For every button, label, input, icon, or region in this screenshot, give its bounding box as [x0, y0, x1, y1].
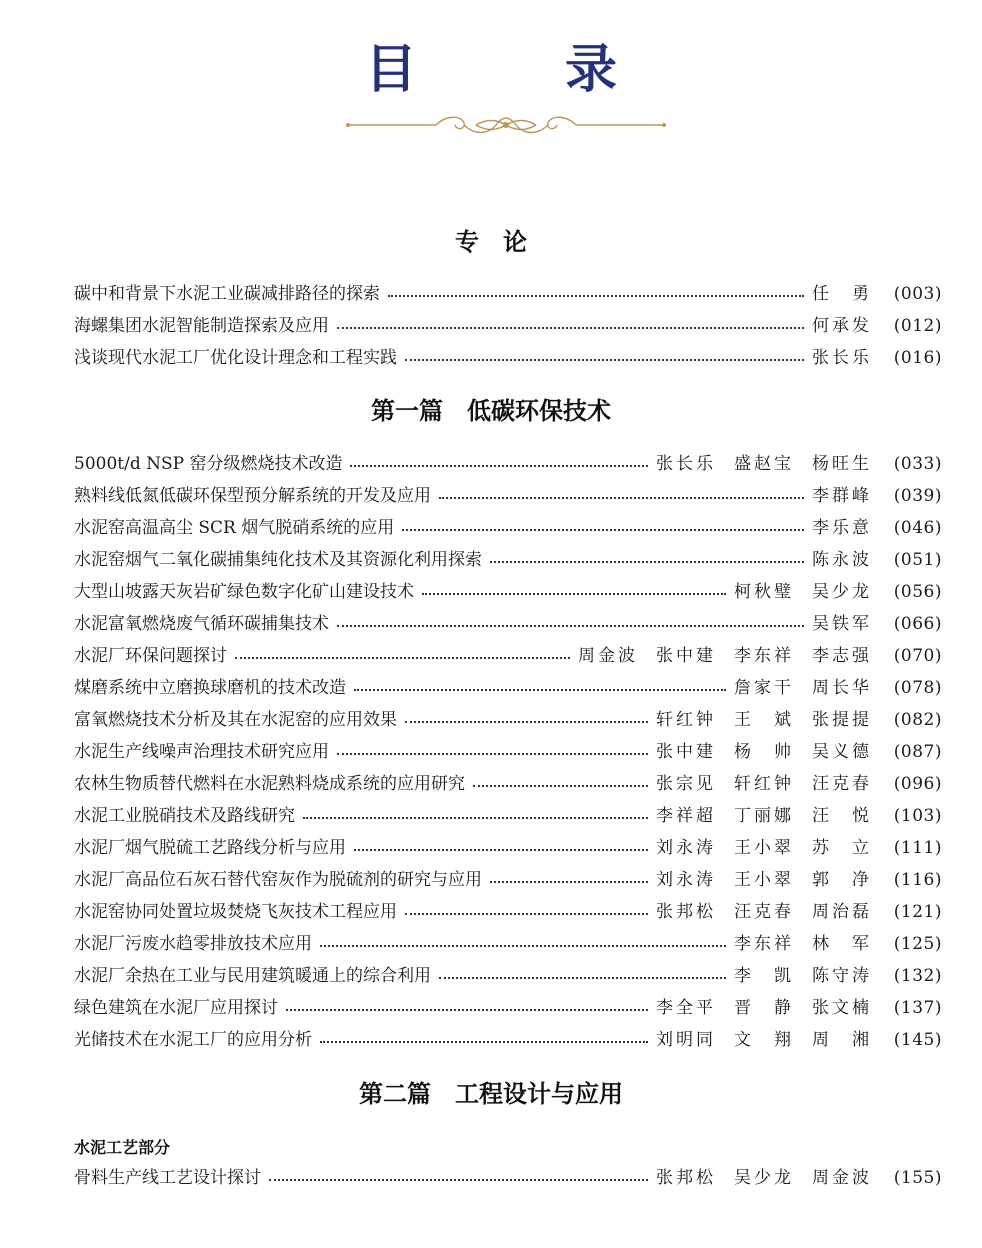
- toc-entry: [74, 516, 942, 540]
- author-name: 李东祥: [734, 646, 794, 666]
- entry-authors: [656, 772, 890, 796]
- author-name: 王小翠: [734, 870, 794, 890]
- page-number: (082): [893, 710, 942, 730]
- dot-leader: [405, 721, 648, 723]
- toc-entry: [74, 346, 942, 370]
- toc-entry: [74, 676, 942, 700]
- author-name: 张文楠: [812, 998, 872, 1018]
- author-name: 丁丽娜: [734, 806, 794, 826]
- entry-title: 水泥厂高品位石灰石替代窑灰作为脱硫剂的研究与应用: [74, 870, 482, 890]
- page-number: (125): [893, 934, 942, 954]
- dot-leader: [388, 295, 804, 297]
- author-name: 杨旺生: [812, 454, 872, 474]
- section-heading: 专 论: [455, 227, 527, 256]
- entry-authors: [656, 708, 890, 732]
- page-number: (039): [893, 486, 942, 506]
- entry-authors: [812, 282, 890, 306]
- entry-title: 水泥厂污废水趋零排放技术应用: [74, 934, 312, 954]
- page-number: (012): [893, 316, 942, 336]
- author-name: 杨 帅: [734, 742, 794, 762]
- author-name: 李祥超: [656, 806, 716, 826]
- author-name: 周长华: [812, 678, 872, 698]
- page-number: (132): [893, 966, 942, 986]
- author-name: 李乐意: [812, 518, 872, 538]
- toc-entry: [74, 484, 942, 508]
- entry-authors: [656, 1028, 890, 1052]
- author-name: 王小翠: [734, 838, 794, 858]
- entry-authors: [812, 548, 890, 572]
- author-name: 张长乐: [656, 454, 716, 474]
- toc-entry: [74, 740, 942, 764]
- author-name: 吴少龙: [734, 1168, 794, 1188]
- toc-entry: [74, 996, 942, 1020]
- author-name: 周金波: [578, 646, 638, 666]
- entry-title: 水泥厂环保问题探讨: [74, 646, 227, 666]
- dot-leader: [303, 817, 648, 819]
- page-number: (066): [893, 614, 942, 634]
- author-name: 苏 立: [812, 838, 872, 858]
- author-name: 陈守涛: [812, 966, 872, 986]
- page-number: (003): [893, 284, 942, 304]
- page-title: 目 录: [364, 39, 665, 100]
- entry-title: 光储技术在水泥工厂的应用分析: [74, 1030, 312, 1050]
- author-name: 晋 静: [734, 998, 794, 1018]
- page-number: (056): [893, 582, 942, 602]
- entry-title: 骨料生产线工艺设计探讨: [74, 1168, 261, 1188]
- entry-authors: [812, 314, 890, 338]
- author-name: 周金波: [812, 1168, 872, 1188]
- entry-title: 水泥窑协同处置垃圾焚烧飞灰技术工程应用: [74, 902, 397, 922]
- author-name: 张邦松: [656, 902, 716, 922]
- page-number: (096): [893, 774, 942, 794]
- author-name: 李 凯: [734, 966, 794, 986]
- dot-leader: [473, 785, 648, 787]
- author-name: 汪克春: [734, 902, 794, 922]
- entry-authors: [812, 612, 890, 636]
- dot-leader: [337, 753, 648, 755]
- toc-entry: [74, 868, 942, 892]
- page-number: (051): [893, 550, 942, 570]
- page-number: (016): [893, 348, 942, 368]
- entry-authors: [734, 932, 890, 956]
- author-name: 汪 悦: [812, 806, 872, 826]
- dot-leader: [337, 327, 804, 329]
- entry-authors: [812, 484, 890, 508]
- author-name: 汪克春: [812, 774, 872, 794]
- dot-leader: [439, 497, 804, 499]
- toc-entry: [74, 900, 942, 924]
- entry-title: 富氧燃烧技术分析及其在水泥窑的应用效果: [74, 710, 397, 730]
- author-name: 李志强: [812, 646, 872, 666]
- dot-leader: [235, 657, 570, 659]
- author-name: 张提提: [812, 710, 872, 730]
- dot-leader: [286, 1009, 648, 1011]
- entry-authors: [656, 740, 890, 764]
- dot-leader: [405, 359, 804, 361]
- toc-entry: [74, 644, 942, 668]
- entry-title: 大型山坡露天灰岩矿绿色数字化矿山建设技术: [74, 582, 414, 602]
- dot-leader: [337, 625, 804, 627]
- entry-title: 5000t/d NSP 窑分级燃烧技术改造: [74, 454, 343, 474]
- author-name: 轩红钟: [734, 774, 794, 794]
- dot-leader: [490, 561, 804, 563]
- author-name: 柯秋璧: [734, 582, 794, 602]
- page-number: (121): [893, 902, 942, 922]
- entry-title: 农林生物质替代燃料在水泥熟料烧成系统的应用研究: [74, 774, 465, 794]
- section-heading: 第二篇 工程设计与应用: [359, 1079, 623, 1108]
- author-name: 吴少龙: [812, 582, 872, 602]
- dot-leader: [320, 945, 726, 947]
- toc-entry: [74, 282, 942, 306]
- author-name: 詹家干: [734, 678, 794, 698]
- dot-leader: [354, 689, 726, 691]
- author-name: 周 湘: [812, 1030, 872, 1050]
- entry-authors: [656, 996, 890, 1020]
- dot-leader: [402, 529, 804, 531]
- entry-authors: [734, 580, 890, 604]
- toc-entry: [74, 836, 942, 860]
- page-number: (155): [893, 1168, 942, 1188]
- entry-authors: [656, 836, 890, 860]
- entry-authors: [656, 1166, 890, 1190]
- dot-leader: [269, 1179, 648, 1181]
- entry-authors: [812, 346, 890, 370]
- author-name: 轩红钟: [656, 710, 716, 730]
- dot-leader: [320, 1041, 648, 1043]
- author-name: 盛赵宝: [734, 454, 794, 474]
- entry-title: 海螺集团水泥智能制造探索及应用: [74, 316, 329, 336]
- page-number: (033): [893, 454, 942, 474]
- author-name: 张邦松: [656, 1168, 716, 1188]
- entry-title: 浅谈现代水泥工厂优化设计理念和工程实践: [74, 348, 397, 368]
- author-name: 吴义德: [812, 742, 872, 762]
- page-number: (087): [893, 742, 942, 762]
- entry-title: 水泥窑烟气二氧化碳捕集纯化技术及其资源化利用探索: [74, 550, 482, 570]
- entry-authors: [656, 900, 890, 924]
- author-name: 郭 净: [812, 870, 872, 890]
- entry-authors: [656, 452, 890, 476]
- dot-leader: [405, 913, 648, 915]
- page-number: (145): [893, 1030, 942, 1050]
- entry-title: 熟料线低氮低碳环保型预分解系统的开发及应用: [74, 486, 431, 506]
- entry-title: 水泥生产线噪声治理技术研究应用: [74, 742, 329, 762]
- author-name: 陈永波: [812, 550, 872, 570]
- toc-entry: [74, 708, 942, 732]
- entry-title: 水泥工业脱硝技术及路线研究: [74, 806, 295, 826]
- toc-entry: [74, 580, 942, 604]
- author-name: 刘永涛: [656, 838, 716, 858]
- author-name: 张宗见: [656, 774, 716, 794]
- dot-leader: [439, 977, 726, 979]
- page-number: (116): [893, 870, 942, 890]
- page-number: (046): [893, 518, 942, 538]
- entry-title: 水泥窑高温高尘 SCR 烟气脱硝系统的应用: [74, 518, 395, 538]
- toc-entry: [74, 964, 942, 988]
- dot-leader: [490, 881, 648, 883]
- subsection-heading: 水泥工艺部分: [74, 1138, 171, 1157]
- author-name: 李全平: [656, 998, 716, 1018]
- page-number: (137): [893, 998, 942, 1018]
- divider-ornament: [346, 110, 666, 140]
- entry-title: 煤磨系统中立磨换球磨机的技术改造: [74, 678, 346, 698]
- toc-entry: [74, 612, 942, 636]
- author-name: 吴铁军: [812, 614, 872, 634]
- dot-leader: [354, 849, 648, 851]
- entry-title: 碳中和背景下水泥工业碳减排路径的探索: [74, 284, 380, 304]
- author-name: 刘永涛: [656, 870, 716, 890]
- author-name: 周治磊: [812, 902, 872, 922]
- toc-entry: [74, 548, 942, 572]
- dot-leader: [422, 593, 726, 595]
- author-name: 李东祥: [734, 934, 794, 954]
- page-number: (111): [893, 838, 942, 858]
- entry-authors: [812, 516, 890, 540]
- toc-entry: [74, 1166, 942, 1190]
- entry-authors: [734, 676, 890, 700]
- dot-leader: [350, 465, 648, 467]
- author-name: 王 斌: [734, 710, 794, 730]
- toc-entry: [74, 932, 942, 956]
- section-heading: 第一篇 低碳环保技术: [371, 396, 611, 425]
- entry-authors: [656, 868, 890, 892]
- page-number: (078): [893, 678, 942, 698]
- author-name: 何承发: [812, 316, 872, 336]
- author-name: 文 翔: [734, 1030, 794, 1050]
- entry-authors: [656, 804, 890, 828]
- entry-authors: [578, 644, 890, 668]
- author-name: 张中建: [656, 646, 716, 666]
- toc-entry: [74, 314, 942, 338]
- toc-entry: [74, 1028, 942, 1052]
- toc-entry: [74, 804, 942, 828]
- entry-title: 水泥厂余热在工业与民用建筑暖通上的综合利用: [74, 966, 431, 986]
- author-name: 张中建: [656, 742, 716, 762]
- toc-entry: [74, 452, 942, 476]
- author-name: 张长乐: [812, 348, 872, 368]
- page-number: (103): [893, 806, 942, 826]
- entry-title: 水泥厂烟气脱硫工艺路线分析与应用: [74, 838, 346, 858]
- entry-authors: [734, 964, 890, 988]
- author-name: 李群峰: [812, 486, 872, 506]
- author-name: 林 军: [812, 934, 872, 954]
- author-name: 刘明同: [656, 1030, 716, 1050]
- page-number: (070): [893, 646, 942, 666]
- toc-entry: [74, 772, 942, 796]
- author-name: 任 勇: [812, 284, 872, 304]
- entry-title: 绿色建筑在水泥厂应用探讨: [74, 998, 278, 1018]
- entry-title: 水泥富氧燃烧废气循环碳捕集技术: [74, 614, 329, 634]
